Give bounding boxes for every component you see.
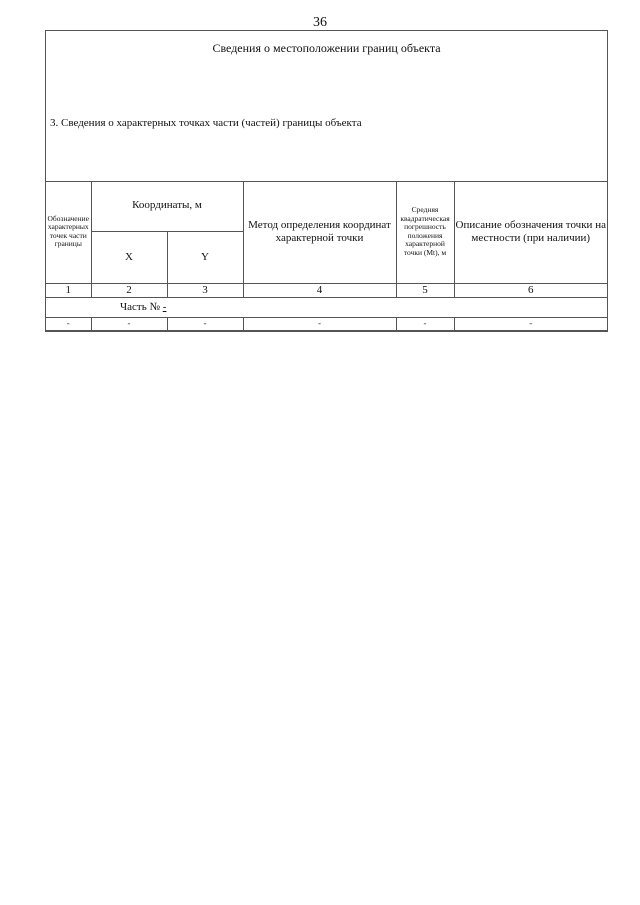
column-number: 1 <box>46 283 91 297</box>
column-number: 3 <box>167 283 243 297</box>
part-label: Часть № <box>120 300 160 313</box>
part-label-cell <box>46 297 607 317</box>
header-coordinates: Координаты, м <box>91 181 243 231</box>
column-number: 4 <box>243 283 396 297</box>
part-value: - <box>162 300 167 313</box>
table-cell: - <box>243 317 396 330</box>
table-row <box>46 317 607 330</box>
header-method: Метод определения координат характерной точки <box>243 181 396 283</box>
header-x: X <box>91 231 167 283</box>
table-cell: - <box>454 317 607 330</box>
header-block <box>46 31 607 182</box>
header-y: Y <box>167 231 243 283</box>
points-table <box>46 181 607 331</box>
table-cell: - <box>167 317 243 330</box>
table-cell: - <box>46 317 91 330</box>
section-heading: 3. Сведения о характерных точках части (частей) границы объекта <box>50 117 362 129</box>
header-point-designation: Обозначение характерных точек части границы <box>46 181 91 283</box>
page-number: 36 <box>313 15 327 30</box>
part-row <box>46 297 607 317</box>
document-title: Сведения о местоположении границ объекта <box>212 41 441 55</box>
document-frame <box>45 30 608 332</box>
column-number: 5 <box>396 283 454 297</box>
column-number: 6 <box>454 283 607 297</box>
column-number-row <box>46 283 607 297</box>
table-cell: - <box>396 317 454 330</box>
table-cell: - <box>91 317 167 330</box>
header-description: Описание обозначения точки на местности (при наличии) <box>454 181 607 283</box>
column-number: 2 <box>91 283 167 297</box>
header-error: Средняя квадратическая погрешность положения характерной точки (Mt), м <box>396 181 454 283</box>
